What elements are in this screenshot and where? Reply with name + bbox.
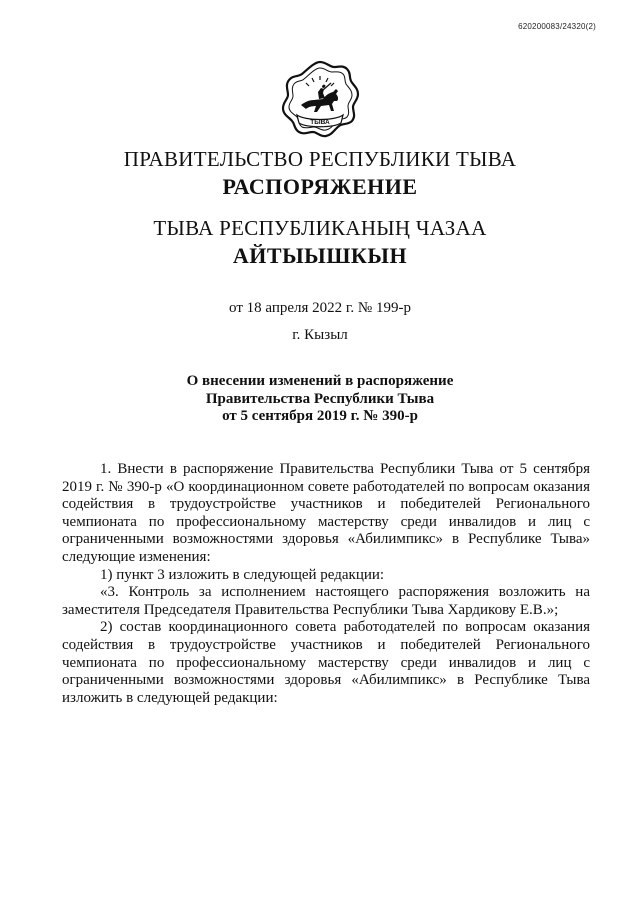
order-body (62, 461, 590, 707)
order-type-tyv: АЙТЫЫШКЫН (232, 243, 408, 268)
order-date-number: от 18 апреля 2022 г. № 199-р (229, 300, 411, 316)
body-paragraph: «3. Контроль за исполнением настоящего распоряжения возложить на заместителя Председателя Правительства Республики Тыва Хардикову Е.В.»; (62, 584, 590, 618)
government-title-tyv: ТЫВА РЕСПУБЛИКАНЫҢ ЧАЗАА (153, 216, 487, 240)
document-code: 620200083/24320(2) (518, 22, 596, 31)
body-paragraph: 1) пункт 3 изложить в следующей редакции: (100, 566, 385, 583)
body-paragraph: 2) состав координационного совета работодателей по вопросам оказания содействия в трудоустройстве участников и победителей Регионального чемпионата по профессиональному мастерству среди инвалидов и лиц с ограниченными возможностями здоровья «Абилимпикс» в Республике Тыва изложить в следующей редакции: (62, 619, 590, 706)
order-city: г. Кызыл (292, 327, 348, 343)
subject-line: от 5 сентября 2019 г. № 390-р (222, 408, 418, 424)
subject-line: Правительства Республики Тыва (205, 390, 435, 407)
government-title-ru: ПРАВИТЕЛЬСТВО РЕСПУБЛИКИ ТЫВА (123, 147, 517, 171)
body-paragraph: 1. Внести в распоряжение Правительства Республики Тыва от 5 сентября 2019 г. № 390-р «О координационном совете работодателей по вопросам оказания содействия в трудоустройстве участников и победителей Регионального чемпионата по профессиональному мастерству среди инвалидов и лиц с ограниченными возможностями здоровья «Абилимпикс» в Республике Тыва» следующие изменения: (62, 461, 590, 565)
order-type-ru: РАСПОРЯЖЕНИЕ (222, 174, 418, 199)
subject-line: О внесении изменений в распоряжение (186, 373, 454, 389)
emblem-inscription: ТЫВА (310, 119, 330, 126)
tuva-emblem-icon (279, 59, 361, 139)
order-subject (0, 373, 640, 426)
